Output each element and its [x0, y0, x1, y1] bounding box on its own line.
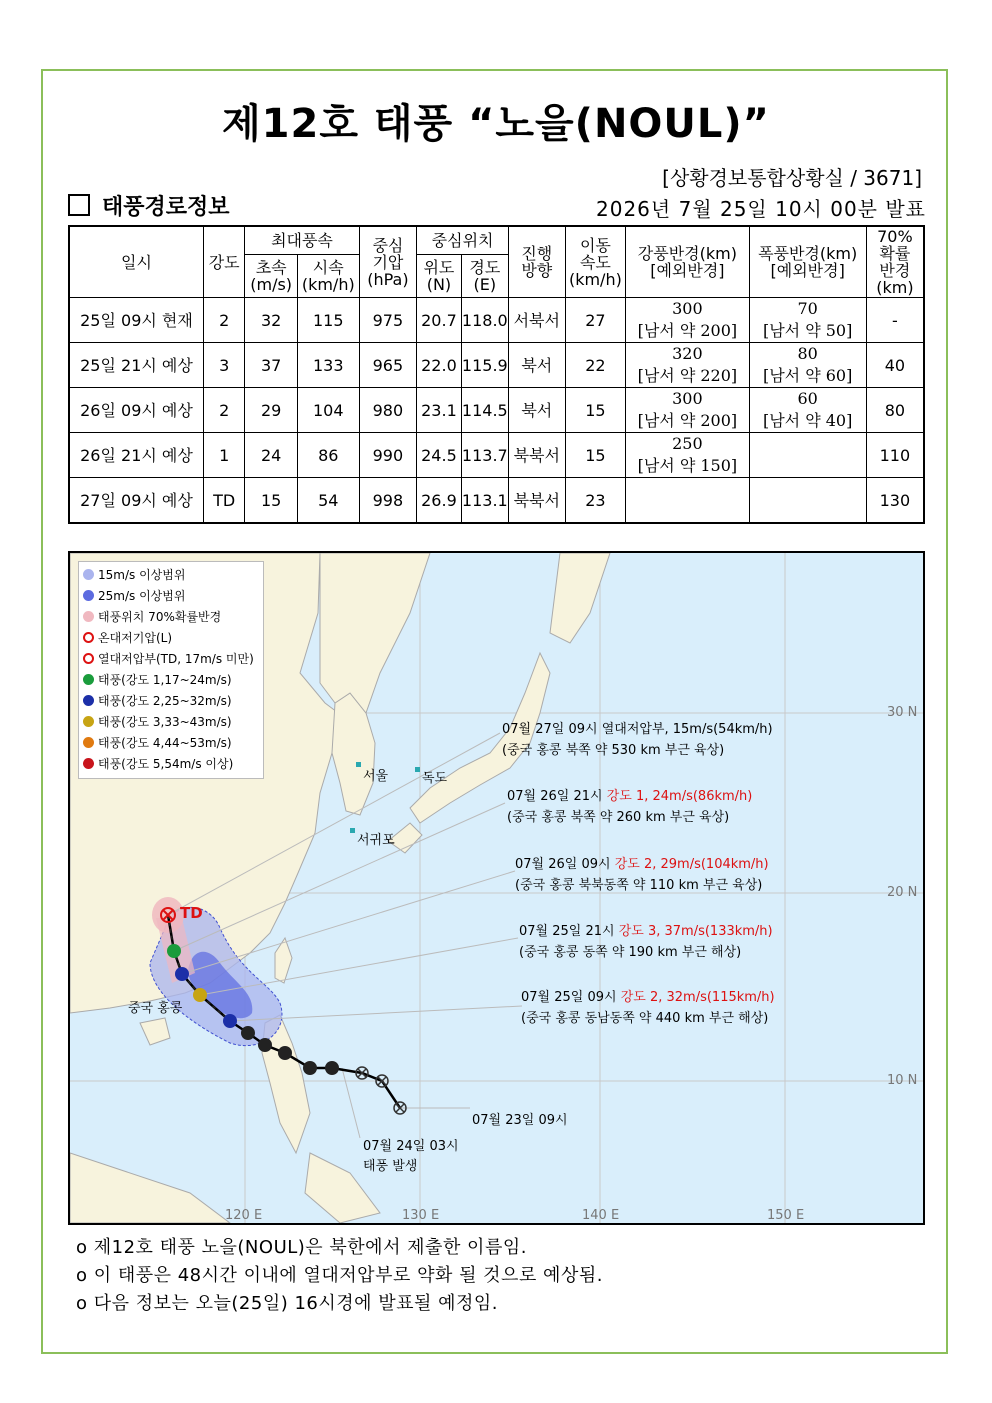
legend-marker-icon: [83, 632, 94, 643]
cell-direction: 서북서: [508, 298, 565, 343]
cell-speed: 23: [565, 478, 626, 524]
legend-label: 태풍(강도 1,17~24m/s): [98, 673, 232, 687]
gale-radius-value: 300: [672, 299, 703, 318]
storm-radius-exception: [남서 약 60]: [762, 366, 853, 385]
cell-gale-radius: [626, 433, 749, 478]
cell-speed: 22: [565, 343, 626, 388]
callout-26-21-time: 07월 26일 21시: [507, 789, 607, 804]
cell-datetime: 25일 21시 예상: [69, 343, 203, 388]
cell-intensity: 2: [203, 298, 244, 343]
legend-item: [83, 670, 259, 691]
cell-wind-kmh: 104: [297, 388, 359, 433]
callout-26-21-line2: (중국 홍콩 북쪽 약 260 km 부근 육상): [507, 810, 730, 825]
cell-speed: 27: [565, 298, 626, 343]
cell-intensity: TD: [203, 478, 244, 524]
note-2: o 이 태풍은 48시간 이내에 열대저압부로 약화 될 것으로 예상됨.: [76, 1265, 603, 1286]
th-datetime: 일시: [69, 226, 203, 298]
section-title: 태풍경로정보: [102, 195, 230, 220]
legend-marker-icon: [83, 653, 94, 664]
storm-radius-exception: [남서 약 50]: [762, 321, 853, 340]
legend-label: 태풍(강도 4,44~53m/s): [98, 736, 232, 750]
cell-wind-ms: 32: [245, 298, 298, 343]
legend-label: 태풍(강도 5,54m/s 이상): [98, 757, 234, 771]
cell-wind-kmh: 115: [297, 298, 359, 343]
legend-label: 태풍(강도 3,33~43m/s): [98, 715, 232, 729]
issued-time: 2026년 7월 25일 10시 00분 발표: [596, 197, 926, 221]
place-hongkong: 중국 홍콩: [128, 1001, 183, 1016]
genesis-label: [363, 1137, 459, 1177]
cell-wind-kmh: 86: [297, 433, 359, 478]
table-row: [69, 478, 924, 524]
legend-label: 온대저기압(L): [98, 631, 173, 645]
cell-storm-radius: [749, 343, 866, 388]
cell-direction: 북북서: [508, 433, 565, 478]
lon-label-150: 150 E: [767, 1208, 805, 1223]
cell-lat: 24.5: [417, 433, 461, 478]
cell-pressure: 980: [359, 388, 417, 433]
legend-label: 태풍(강도 2,25~32m/s): [98, 694, 232, 708]
legend-label: 태풍위치 70%확률반경: [98, 610, 222, 624]
cell-storm-radius: [749, 478, 866, 524]
lon-label-120: 120 E: [225, 1208, 263, 1223]
table-row: [69, 388, 924, 433]
callout-26-21-intensity: 강도 1, 24m/s(86km/h): [606, 789, 753, 804]
th-lat: 위도 (N): [417, 255, 461, 298]
gale-radius-value: 320: [672, 344, 703, 363]
legend-marker-icon: [83, 758, 94, 769]
callout-25-09-time: 07월 25일 09시: [521, 990, 621, 1005]
callout-25-21-intensity: 강도 3, 37m/s(133km/h): [618, 924, 773, 939]
genesis-line1: 07월 24일 03시: [363, 1139, 459, 1154]
office-label: [상황경보통합상황실 / 3671]: [662, 166, 922, 190]
legend-item: [83, 649, 259, 670]
cell-intensity: 1: [203, 433, 244, 478]
notes: [76, 1234, 603, 1318]
table-row: [69, 343, 924, 388]
callout-td: [502, 719, 773, 761]
legend-label: 25m/s 이상범위: [98, 589, 186, 603]
gale-radius-value: 250: [672, 434, 703, 453]
cell-pressure: 975: [359, 298, 417, 343]
cell-direction: 북북서: [508, 478, 565, 524]
legend-item: [83, 565, 259, 586]
th-intensity: 강도: [203, 226, 244, 298]
legend-marker-icon: [83, 569, 94, 580]
gale-radius-exception: [남서 약 200]: [637, 411, 738, 430]
lon-label-140: 140 E: [582, 1208, 620, 1223]
checkbox-icon: [68, 194, 90, 216]
callout-26-09-intensity: 강도 2, 29m/s(104km/h): [614, 857, 769, 872]
storm-radius-value: 80: [797, 344, 818, 363]
cell-gale-radius: [626, 298, 749, 343]
th-prob70: 70% 확률 반경 (km): [866, 226, 924, 298]
callout-26-21: [507, 786, 752, 828]
legend-item: [83, 586, 259, 607]
place-seogwipo: 서귀포: [357, 833, 395, 848]
legend-label: 15m/s 이상범위: [98, 568, 186, 582]
legend-marker-icon: [83, 737, 94, 748]
note-1: o 제12호 태풍 노을(NOUL)은 북한에서 제출한 이름임.: [76, 1237, 527, 1258]
cell-datetime: 26일 21시 예상: [69, 433, 203, 478]
th-speed: 이동 속도 (km/h): [565, 226, 626, 298]
cell-wind-ms: 37: [245, 343, 298, 388]
cell-lat: 20.7: [417, 298, 461, 343]
lon-label-130: 130 E: [402, 1208, 440, 1223]
cell-gale-radius: [626, 388, 749, 433]
th-gale-radius: 강풍반경(km) [예외반경]: [626, 226, 749, 298]
th-max-wind: 최대풍속: [245, 226, 359, 255]
callout-26-09-time: 07월 26일 09시: [515, 857, 615, 872]
place-dokdo: 독도: [422, 771, 448, 786]
cell-lat: 22.0: [417, 343, 461, 388]
callout-25-09-line2: (중국 홍콩 동남동쪽 약 440 km 부근 해상): [521, 1011, 769, 1026]
th-storm-radius: 폭풍반경(km) [예외반경]: [749, 226, 866, 298]
legend-marker-icon: [83, 674, 94, 685]
callout-td-line2: (중국 홍콩 북쪽 약 530 km 부근 육상): [502, 743, 725, 758]
cell-pressure: 998: [359, 478, 417, 524]
callout-25-09: [521, 987, 775, 1029]
cell-gale-radius: [626, 478, 749, 524]
legend-marker-icon: [83, 611, 94, 622]
cell-prob70: 40: [866, 343, 924, 388]
cell-wind-ms: 24: [245, 433, 298, 478]
section-heading: [68, 190, 230, 221]
place-seoul: 서울: [363, 769, 389, 784]
place-td: TD: [180, 904, 203, 922]
cell-wind-ms: 29: [245, 388, 298, 433]
callout-26-09-line2: (중국 홍콩 북북동쪽 약 110 km 부근 육상): [515, 878, 763, 893]
cell-lon: 118.0: [461, 298, 508, 343]
table-row: [69, 433, 924, 478]
cell-lat: 26.9: [417, 478, 461, 524]
gale-radius-exception: [남서 약 150]: [637, 456, 738, 475]
legend-item: [83, 754, 259, 775]
legend-item: [83, 691, 259, 712]
cell-intensity: 3: [203, 343, 244, 388]
storm-radius-value: 60: [797, 389, 818, 408]
cell-prob70: 130: [866, 478, 924, 524]
note-3: o 다음 정보는 오늘(25일) 16시경에 발표될 예정임.: [76, 1293, 499, 1314]
storm-radius-exception: [남서 약 40]: [762, 411, 853, 430]
lat-label-30: 30 N: [887, 705, 918, 720]
callout-25-21-time: 07월 25일 21시: [519, 924, 619, 939]
lat-label-20: 20 N: [887, 885, 918, 900]
storm-radius-value: 70: [797, 299, 818, 318]
typhoon-track-map: [68, 551, 925, 1225]
map-legend: [78, 561, 264, 779]
th-position: 중심위치: [417, 226, 509, 255]
gale-radius-value: 300: [672, 389, 703, 408]
table-row: [69, 298, 924, 343]
th-wind-kmh: 시속 (km/h): [297, 255, 359, 298]
legend-item: [83, 712, 259, 733]
cell-wind-ms: 15: [245, 478, 298, 524]
legend-marker-icon: [83, 716, 94, 727]
cell-pressure: 990: [359, 433, 417, 478]
legend-label: 열대저압부(TD, 17m/s 미만): [98, 652, 254, 666]
callout-25-09-intensity: 강도 2, 32m/s(115km/h): [620, 990, 775, 1005]
cell-lon: 114.5: [461, 388, 508, 433]
cell-direction: 북서: [508, 388, 565, 433]
typhoon-info-table: [68, 225, 925, 524]
cell-prob70: -: [866, 298, 924, 343]
page-title: 제12호 태풍 “노을(NOUL)”: [222, 101, 770, 147]
legend-marker-icon: [83, 590, 94, 601]
cell-lon: 113.1: [461, 478, 508, 524]
cell-speed: 15: [565, 433, 626, 478]
cell-intensity: 2: [203, 388, 244, 433]
cell-lat: 23.1: [417, 388, 461, 433]
cell-storm-radius: [749, 433, 866, 478]
cell-gale-radius: [626, 343, 749, 388]
legend-item: [83, 628, 259, 649]
legend-item: [83, 733, 259, 754]
callout-25-21: [519, 921, 773, 963]
cell-datetime: 25일 09시 현재: [69, 298, 203, 343]
lat-label-10: 10 N: [887, 1073, 918, 1088]
cell-storm-radius: [749, 388, 866, 433]
gale-radius-exception: [남서 약 200]: [637, 321, 738, 340]
cell-datetime: 27일 09시 예상: [69, 478, 203, 524]
th-pressure: 중심 기압 (hPa): [359, 226, 417, 298]
cell-speed: 15: [565, 388, 626, 433]
cell-lon: 113.7: [461, 433, 508, 478]
th-wind-ms: 초속 (m/s): [245, 255, 298, 298]
callout-26-09: [515, 854, 769, 896]
start-label: 07월 23일 09시: [472, 1113, 568, 1128]
th-lon: 경도 (E): [461, 255, 508, 298]
callout-td-line1: 07월 27일 09시 열대저압부, 15m/s(54km/h): [502, 722, 773, 737]
cell-datetime: 26일 09시 예상: [69, 388, 203, 433]
legend-item: [83, 607, 259, 628]
cell-lon: 115.9: [461, 343, 508, 388]
cell-wind-kmh: 133: [297, 343, 359, 388]
genesis-line2: 태풍 발생: [363, 1159, 418, 1174]
cell-wind-kmh: 54: [297, 478, 359, 524]
gale-radius-exception: [남서 약 220]: [637, 366, 738, 385]
cell-pressure: 965: [359, 343, 417, 388]
legend-marker-icon: [83, 695, 94, 706]
cell-prob70: 110: [866, 433, 924, 478]
cell-storm-radius: [749, 298, 866, 343]
cell-direction: 북서: [508, 343, 565, 388]
cell-prob70: 80: [866, 388, 924, 433]
callout-25-21-line2: (중국 홍콩 동쪽 약 190 km 부근 해상): [519, 945, 742, 960]
th-direction: 진행 방향: [508, 226, 565, 298]
